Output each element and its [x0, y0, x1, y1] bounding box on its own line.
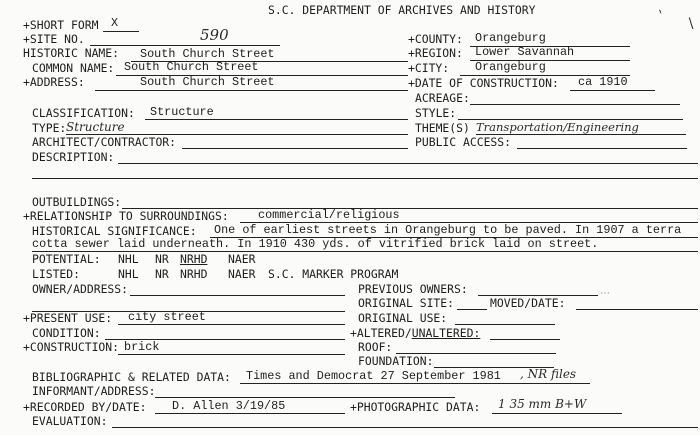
evaluation-line: [112, 427, 698, 428]
evaluation-label: EVALUATION:: [32, 414, 108, 428]
recorded-by-line: [155, 413, 345, 414]
style-label: STYLE:: [415, 106, 457, 120]
construction-line: [118, 354, 345, 355]
date-construction-line: [570, 90, 655, 91]
public-access-label: PUBLIC ACCESS:: [415, 135, 512, 149]
listed-naer: NAER: [228, 267, 256, 281]
city-value: Orangeburg: [475, 60, 546, 74]
altered-label: [350, 327, 480, 340]
type-label: TYPE:: [32, 121, 67, 135]
previous-owners-label: PREVIOUS OWNERS:: [358, 282, 468, 296]
acreage-line: [470, 104, 680, 105]
address-line: [95, 90, 408, 91]
bibliographic-handwritten: , NR files: [520, 367, 577, 381]
site-no-value: 590: [200, 26, 229, 44]
photographic-data-line: [492, 413, 622, 414]
listed-nhl: NHL: [118, 267, 139, 281]
address-label: +ADDRESS:: [23, 75, 85, 89]
photographic-data-label: +PHOTOGRAPHIC DATA:: [350, 400, 481, 414]
public-access-line: [517, 148, 687, 149]
classification-label: CLASSIFICATION:: [32, 106, 135, 120]
relationship-label: +RELATIONSHIP TO SURROUNDINGS:: [23, 209, 229, 223]
recorded-by-value: D. Allen 3/19/85: [172, 399, 286, 413]
original-use-label: ORIGINAL USE:: [358, 311, 448, 325]
recorded-by-label: +RECORDED BY/DATE:: [23, 400, 147, 414]
owner-label: OWNER/ADDRESS:: [32, 282, 129, 296]
region-label: +REGION:: [408, 46, 463, 60]
potential-label: POTENTIAL:: [32, 252, 101, 266]
unaltered-text: UNALTERED:: [411, 326, 481, 340]
description-label: DESCRIPTION:: [32, 150, 115, 164]
classification-value: Structure: [150, 105, 214, 119]
present-use-value: city street: [128, 310, 206, 324]
altered-line: [490, 339, 560, 340]
significance-line-1: One of earliest streets in Orangeburg to be paved. In 1907 a terra: [214, 223, 682, 237]
potential-nr: NR: [155, 252, 169, 266]
bibliographic-label: BIBLIOGRAPHIC & RELATED DATA:: [32, 370, 231, 384]
present-use-label: +PRESENT USE:: [23, 311, 113, 325]
date-construction-value: ca 1910: [578, 75, 628, 89]
description-line: [32, 178, 698, 179]
potential-nhl: NHL: [118, 252, 139, 266]
architect-label: ARCHITECT/CONTRACTOR:: [32, 135, 177, 149]
bibliographic-line: [240, 383, 590, 384]
region-value: Lower Savannah: [475, 45, 575, 59]
page-title: S.C. DEPARTMENT OF ARCHIVES AND HISTORY: [268, 3, 536, 17]
listed-nr: NR: [155, 267, 169, 281]
corner-mark-icon: ∖: [686, 16, 695, 32]
potential-nrhd: NRHD: [180, 252, 208, 266]
original-site-label: ORIGINAL SITE:: [358, 296, 455, 310]
moved-date-line: [576, 309, 698, 310]
original-use-line: [455, 324, 555, 325]
short-form-label: +SHORT FORM: [23, 18, 99, 32]
address-value: South Church Street: [140, 75, 275, 89]
acreage-label: ACREAGE:: [415, 91, 470, 105]
short-form-value: X: [111, 16, 119, 30]
construction-value: brick: [124, 340, 160, 354]
potential-naer: NAER: [228, 252, 256, 266]
date-construction-label: +DATE OF CONSTRUCTION:: [408, 76, 559, 90]
corner-mark-icon: ˋ: [651, 7, 667, 28]
photographic-data-value: 1 35 mm B+W: [498, 397, 587, 411]
description-line: [118, 163, 698, 164]
construction-label: +CONSTRUCTION:: [23, 340, 120, 354]
outbuildings-label: OUTBUILDINGS:: [32, 195, 122, 209]
relationship-value: commercial/religious: [258, 208, 400, 222]
theme-label: THEME(S): [415, 121, 470, 135]
historic-name-value: South Church Street: [140, 47, 275, 61]
common-name-label: COMMON NAME:: [32, 61, 115, 75]
bibliographic-value: Times and Democrat 27 September 1981: [246, 369, 501, 383]
altered-text: +ALTERED/: [350, 326, 412, 340]
moved-date-label: MOVED/DATE:: [490, 296, 566, 310]
original-site-line: [457, 309, 487, 310]
roof-label: ROOF:: [358, 340, 393, 354]
common-name-value: South Church Street: [124, 60, 259, 74]
informant-label: INFORMANT/ADDRESS:: [32, 384, 156, 398]
significance-label: HISTORICAL SIGNIFICANCE:: [32, 224, 197, 238]
short-form-line: [103, 31, 139, 32]
foundation-label: FOUNDATION:: [358, 354, 434, 368]
listed-label: LISTED:: [32, 267, 81, 281]
site-no-label: +SITE NO.: [23, 32, 85, 46]
historic-name-label: HISTORIC NAME:: [23, 46, 120, 60]
city-label: +CITY:: [408, 61, 450, 75]
listed-nrhd: NRHD: [180, 267, 208, 281]
type-value: Structure: [66, 120, 125, 134]
present-use-line: [118, 324, 345, 325]
architect-line: [182, 148, 408, 149]
significance-line-2: cotta sewer laid underneath. In 1910 430 yds. of vitrified brick laid on street.: [32, 237, 599, 251]
listed-marker: S.C. MARKER PROGRAM: [268, 267, 399, 281]
county-label: +COUNTY:: [408, 32, 463, 46]
smudge-icon: ⋯: [600, 288, 610, 299]
owner-line: [130, 295, 345, 296]
theme-value: Transportation/Engineering: [476, 120, 639, 134]
county-value: Orangeburg: [475, 31, 546, 45]
classification-line: [145, 119, 408, 120]
condition-label: CONDITION:: [32, 326, 101, 340]
informant-line: [155, 397, 455, 398]
